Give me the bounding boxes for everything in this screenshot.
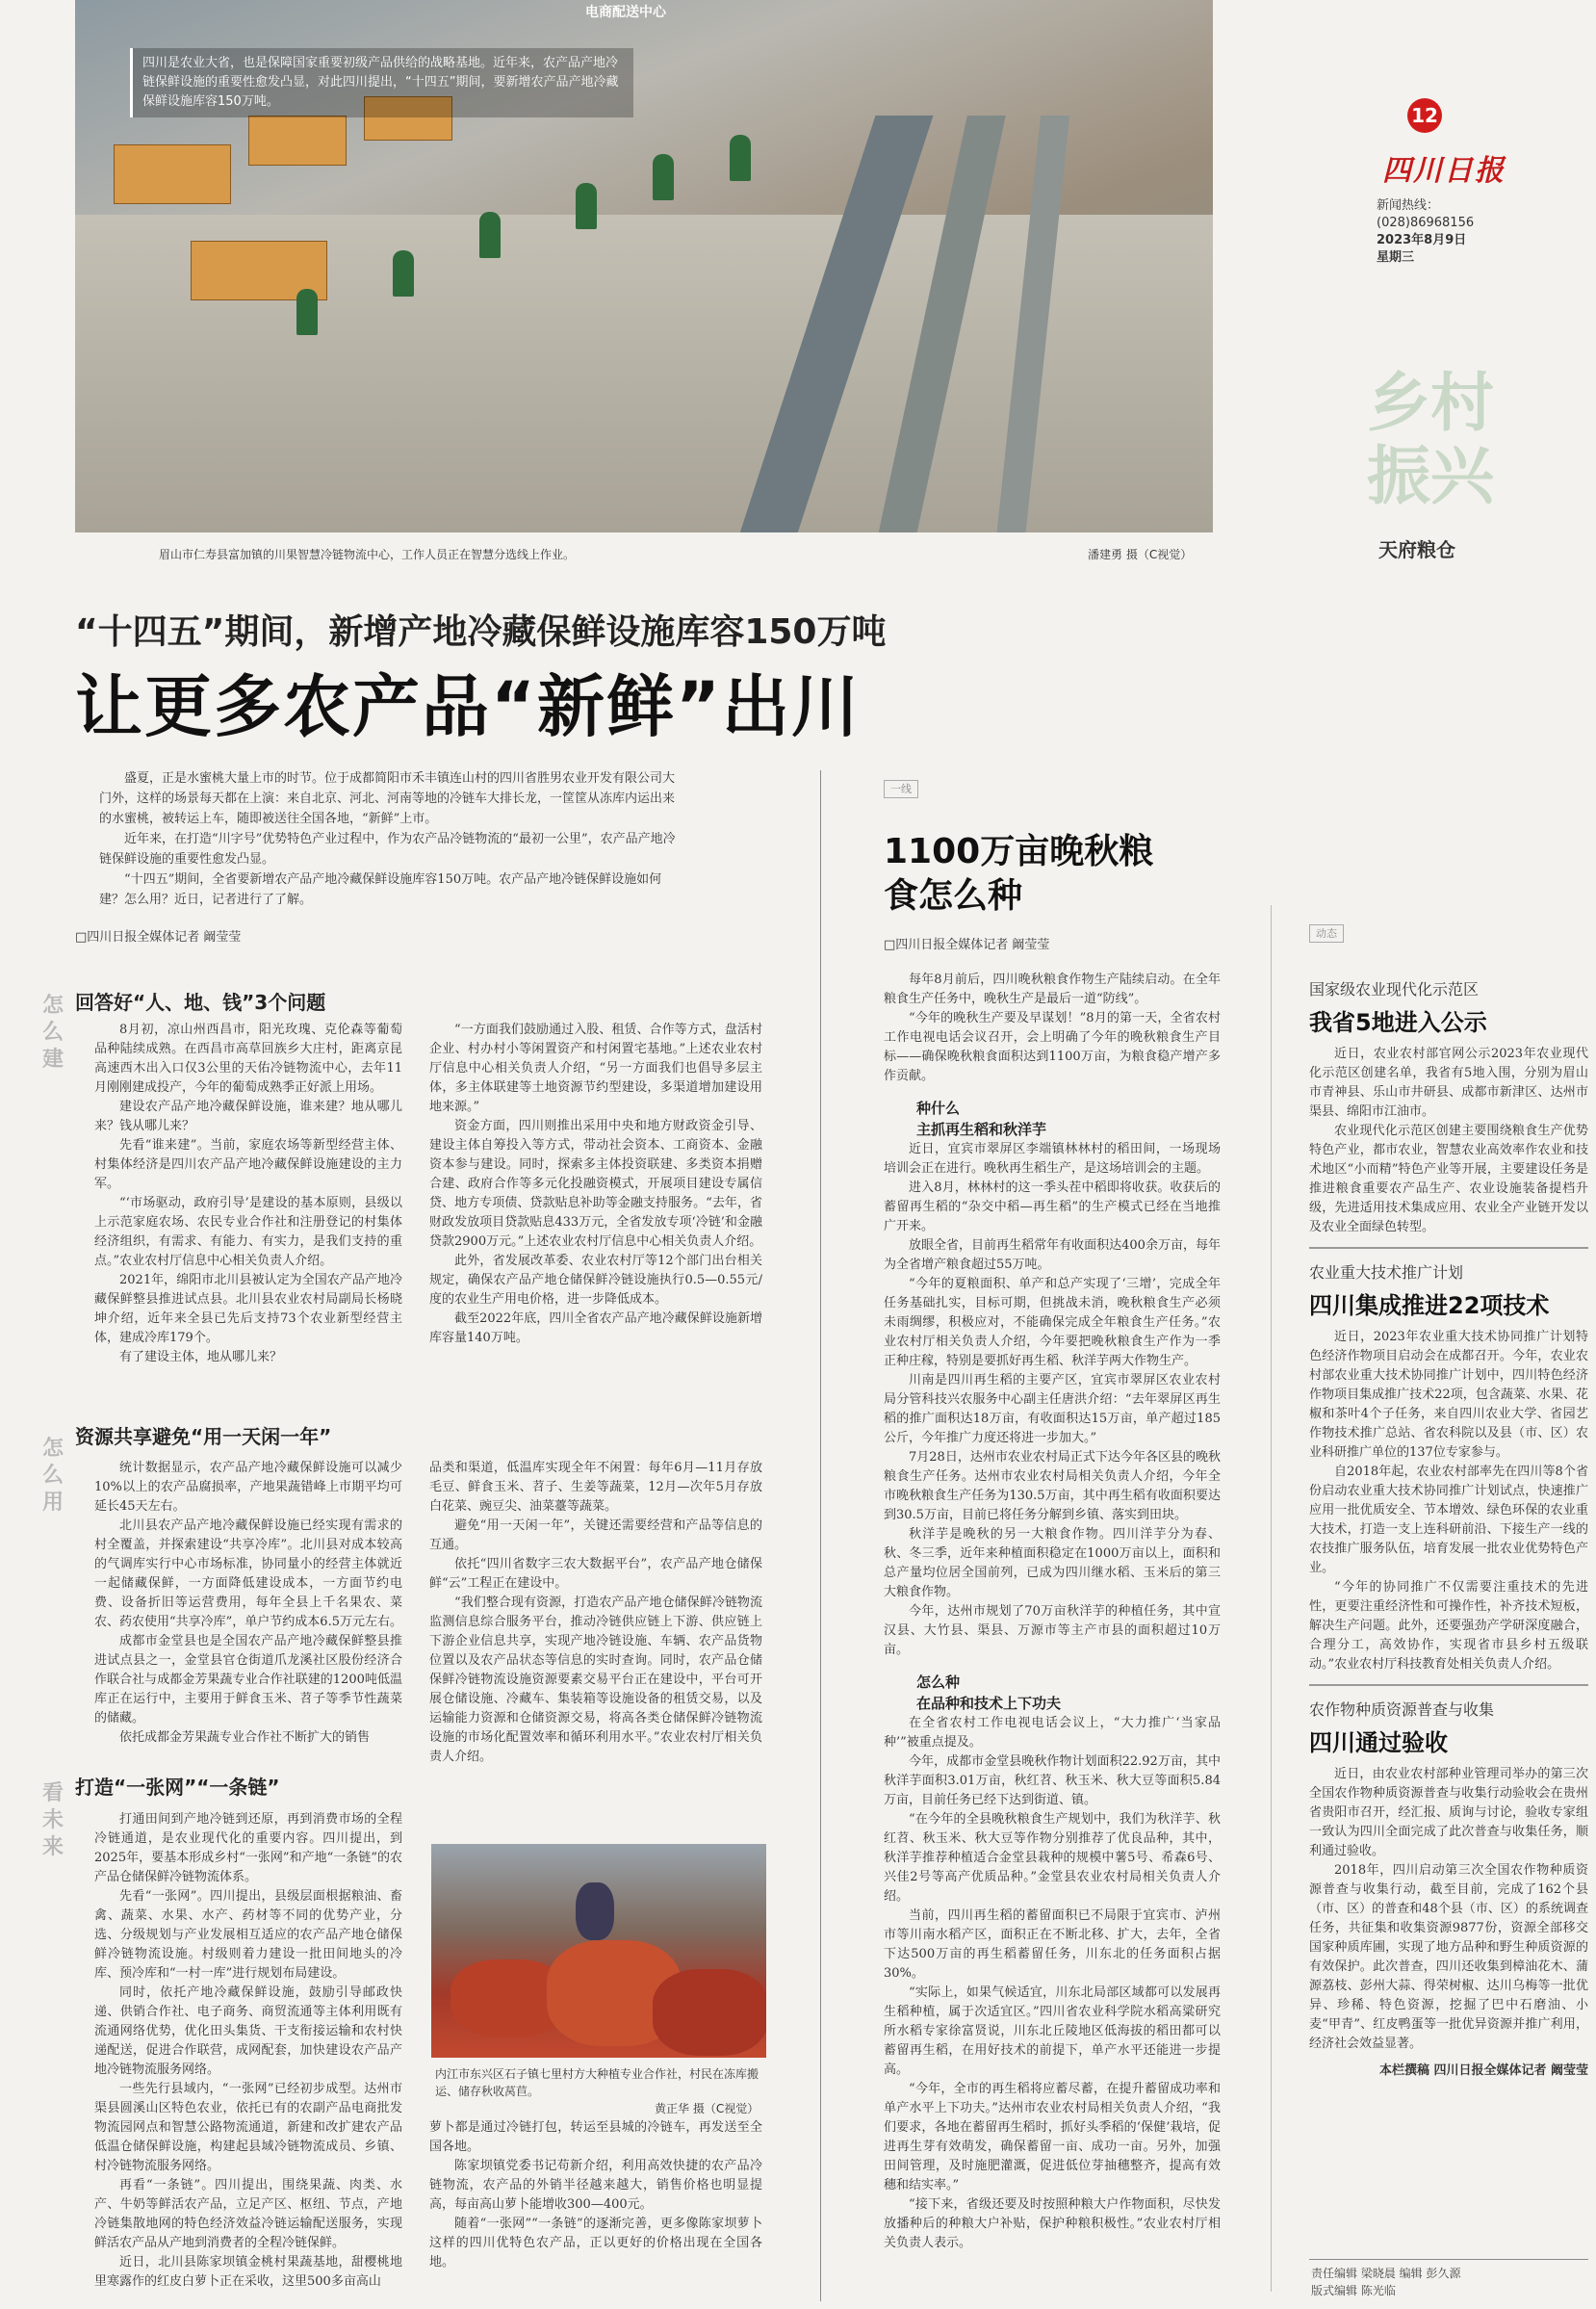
paragraph: 品类和渠道，低温库实现全年不闲置：每年6月—11月存放毛豆、鲜食玉米、苕子、生姜等蔬菜，12月—次年5月存放白花菜、豌豆尖、油菜薹等蔬菜。	[429, 1461, 762, 1514]
paragraph: “接下来，省级还要及时按照种粮大户作物面积，尽快发放播种后的种粮大户补贴，保护种粮积极性。”农业农村厅相关负责人表示。	[884, 2197, 1221, 2250]
paragraph: 2021年，绵阳市北川县被认定为全国农产品产地冷藏保鲜整县推进试点县。北川县农业农村局副局长杨晓坤介绍，近年来全县已先后支持73个农业新型经营主体，建成冷库179个。	[94, 1273, 402, 1345]
paragraph: 随着“一张网”“一条链”的逐渐完善，更多像陈家坝萝卜这样的四川优特色农产品，正以更好的价格出现在全国各地。	[429, 2217, 762, 2270]
paragraph: 打通田间到产地冷链到还原，再到消费市场的全程冷链通道，是农业现代化的重要内容。四川提出，到2025年，要基本形成乡村“一张网”和产地“一条链”的农产品仓储保鲜冷链物流体系。	[94, 1812, 402, 1884]
paragraph: 先看“谁来建”。当前，家庭农场等新型经营主体、村集体经济是四川农产品产地冷藏保鲜设施建设的主力军。	[94, 1138, 402, 1191]
brief-kicker: 国家级农业现代化示范区	[1309, 980, 1480, 999]
article-byline: □四川日报全媒体记者 阚莹莹	[75, 930, 242, 945]
paragraph: 有了建设主体，地从哪儿来？	[119, 1350, 283, 1364]
photo-credit: 黄正华 摄（C视觉）	[655, 2102, 759, 2115]
paragraph: 建设农产品产地冷藏保鲜设施，谁来建？地从哪儿来？钱从哪儿来？	[94, 1100, 402, 1133]
middle-title: 1100万亩晚秋粮食怎么种	[884, 832, 1154, 916]
brief-kicker: 农业重大技术推广计划	[1309, 1263, 1464, 1282]
paragraph: 北川县农产品产地冷藏保鲜设施已经实现有需求的村全覆盖，并探索建设“共享冷库”。北川县对成本较高的气调库实行中心市场标准，协同量小的经营主体就近一起储藏保鲜，一方面降低建设成本，一方面节约电费、设备折旧等运营费用，每年全县上千名果农、菜农、药农使用“共享冷库”，单户节约成本6.5万元左右。	[94, 1518, 402, 1629]
section-column	[429, 2118, 762, 2272]
paragraph: 同时，依托产地冷藏保鲜设施，鼓励引导邮政快递、供销合作社、电子商务、商贸流通等主体利用既有流通网络优势，优化田头集货、干支衔接运输和农村快递配送，促进合作联营，成网配套，加快建设农产品产地冷链物流服务网络。	[94, 1985, 402, 2077]
middle-byline: □四川日报全媒体记者 阚莹莹	[884, 938, 1050, 952]
subsection-title: 种什么	[916, 1100, 961, 1117]
paragraph: 依托“四川省数字三农大数据平台”，农产品产地仓储保鲜“云”工程正在建设中。	[429, 1557, 762, 1591]
tag-label: 动态	[1309, 924, 1344, 943]
photo-caption: 内江市东兴区石子镇七里村方大种植专业合作社，村民在冻库搬运、储存秋收莴苣。	[435, 2067, 759, 2098]
section-column	[429, 1459, 762, 1767]
paragraph: 进入8月，林林村的这一季头茬中稻即将收获。收获后的蓄留再生稻的“杂交中稻—再生稻”的生产模式已经在当地推广开来。	[884, 1180, 1221, 1233]
lead-paragraph: “十四五”期间，全省要新增农产品产地冷藏保鲜设施库容150万吨。农产品产地冷链保鲜设施如何建？怎么用？近日，记者进行了了解。	[99, 872, 662, 907]
brief-kicker: 农作物种质资源普查与收集	[1309, 1700, 1495, 1719]
photo-credit: 潘建勇 摄（C视觉）	[1088, 548, 1193, 561]
paragraph: 先看“一张网”。四川提出，县级层面根据粮油、畜禽、蔬菜、水果、水产、药材等不同的优势产业，分选、分级规划与产业发展相互适应的农产品产地仓储保鲜冷链物流设施。村级则着力建设一批田间地头的冷库、预冷库和“一村一库”进行规划布局建设。	[94, 1889, 402, 1981]
article-headline: 让更多农产品“新鲜”出川	[75, 667, 862, 746]
paragraph: “今年，全市的再生稻将应蓄尽蓄，在提升蓄留成功率和单产水平上下功夫。”达州市农业农村局相关负责人介绍，“我们要求，各地在蓄留再生稻时，抓好头季稻的‘保健’栽培，促进再生芽有效萌发，确保蓄留一亩、成功一亩。另外，加强田间管理，及时施肥灌溉，促进低位芽抽穗整齐，提高有效穗和结实率。”	[884, 2082, 1221, 2192]
paragraph: “实际上，如果气候适宜，川东北局部区域都可以发展再生稻种植，属于次适宜区。”四川省农业科学院水稻高粱研究所水稻专家徐富贤说，川东北丘陵地区低海拔的稻田都可以蓄留再生稻，在用好技术的前提下，单产水平还能进一步提高。	[884, 1985, 1221, 2077]
issue-weekday: 星期三	[1377, 250, 1415, 265]
lead-paragraph: 近年来，在打造“川字号”优势特色产业过程中，作为农产品冷链物流的“最初一公里”，农产品产地冷链保鲜设施的重要性愈发凸显。	[99, 832, 676, 867]
column-divider	[1271, 905, 1272, 2292]
photo-caption: 眉山市仁寿县富加镇的川果智慧冷链物流中心，工作人员正在智慧分选线上作业。	[159, 548, 576, 561]
section-column	[94, 1459, 402, 1748]
brief-sign: 本栏撰稿 四川日报全媒体记者 阚莹莹	[1378, 2063, 1588, 2078]
paragraph: “我们整合现有资源，打造农产品产地仓储保鲜冷链物流监测信息综合服务平台，推动冷链供应链上下游、供应链上下游企业信息共享，实现产地冷链设施、车辆、农产品货物位置以及农产品状态等信息的实时查询。同时，农产品仓储保鲜冷链物流设施资源要素交易平台正在建设中，平台可开展仓储设施、冷藏车、集装箱等设施设备的租赁交易，以及运输能力资源和仓储资源交易，将高各类仓储保鲜冷链物流设施的市场化配置效率和循环利用水平。”农业农村厅相关负责人介绍。	[429, 1596, 762, 1764]
paragraph: 近日，2023年农业重大技术协同推广计划特色经济作物项目启动会在成都召开。今年，农业农村部农业重大技术协同推广计划中，四川特色经济作物项目集成推广技术22项，包含蔬菜、水果、花椒和茶叶4个子任务，来自四川农业大学、省园艺作物技术推广总站、省农科院以及县（市、区）农业科研推广单位的137位专家参与。	[1309, 1330, 1588, 1460]
section-mark: 怎么建	[42, 993, 64, 1072]
paragraph: 萝卜都是通过冷链打包，转运至县城的冷链车，再发送至全国各地。	[429, 2120, 762, 2154]
column-divider	[820, 770, 821, 2301]
section-column	[429, 1021, 762, 1348]
paragraph: 今年，达州市规划了70万亩秋洋芋的种植任务，其中宣汉县、大竹县、渠县、万源市等主产市县的面积超过10万亩。	[884, 1604, 1221, 1657]
paragraph: “一方面我们鼓励通过入股、租赁、合作等方式，盘活村企业、村办村小等闲置资产和村闲置宅基地。”上述农业农村厅信息中心相关负责人介绍，“另一方面我们也倡导多层主体，多主体联建等土地资源节约型建设，多渠道增加建设用地来源。”	[429, 1023, 762, 1114]
paragraph: 陈家坝镇党委书记苟新介绍，利用高效快捷的农产品冷链物流，农产品的外销半径越来越大，销售价格也明显提高，每亩高山萝卜能增收300—400元。	[429, 2159, 762, 2212]
issue-date: 2023年8月9日	[1377, 233, 1467, 247]
footer-divider	[1309, 2259, 1588, 2260]
paragraph: 近日，由农业农村部种业管理司举办的第三次全国农作物种质资源普查与收集行动验收会在贵州省贵阳市召开，经汇报、质询与讨论，验收专家组一致认为四川全面完成了此次普查与收集任务，顺利通过验收。	[1309, 1767, 1588, 1858]
brief-divider	[1309, 1684, 1588, 1686]
section-title: 资源共享避免“用一天闲一年”	[75, 1425, 332, 1448]
section-title: 乡村振兴	[1367, 365, 1494, 513]
paragraph: 在全省农村工作电视电话会议上，“大力推广‘当家品种’”被重点提及。	[884, 1716, 1221, 1750]
tag-label: 一线	[884, 780, 918, 798]
editor-line: 责任编辑 梁晓晨 编辑 彭久源	[1311, 2267, 1461, 2280]
paragraph: “‘市场驱动，政府引导’是建设的基本原则，县级以上示范家庭农场、农民专业合作社和注册登记的村集体经济组织，有需求、有能力、有实力，是我们支持的重点。”农业农村厅信息中心相关负责人介绍。	[94, 1196, 402, 1268]
paragraph: 近日，宜宾市翠屏区李端镇林林村的稻田间，一场现场培训会正在进行。晚秋再生稻生产，是这场培训会的主题。	[884, 1142, 1221, 1176]
subsection-subtitle: 主抓再生稻和秋洋芋	[916, 1121, 1047, 1138]
paragraph: 今年，成都市金堂县晚秋作物计划面积22.92万亩，其中秋洋芋面积3.01万亩，秋红苕、秋玉米、秋大豆等面积5.84万亩，目前任务已经下达到街道、镇。	[884, 1754, 1221, 1807]
section-title: 打造“一张网”“一条链”	[75, 1776, 280, 1799]
brief-title: 我省5地进入公示	[1309, 1009, 1487, 1036]
paragraph: 农业现代化示范区创建主要围绕粮食生产优势特色产业，都市农业，智慧农业高效率作农业和技术地区“小而精”特色产业等开展，主要建设任务是推进粮食重要农产品生产、农业设施装备提档升级，先进适用技术集成应用、农业全产业链开发以及农业全面绿色转型。	[1309, 1124, 1588, 1234]
paragraph: 自2018年起，农业农村部率先在四川等8个省份启动农业重大技术协同推广计划试点，快速推广应用一批优质安全、节本增效、绿色环保的农业重大技术，打造一支上连科研前沿、下接生产一线的农技推广服务队伍，培育发展一批农业优势特色产业。	[1309, 1465, 1588, 1575]
paragraph: 川南是四川再生稻的主要产区，宜宾市翠屏区农业农村局分管科技兴农服务中心副主任唐洪介绍：“去年翠屏区再生稻的推广面积达18万亩，有收面积达15万亩，单产超过185公斤，今年推广力度还将进一步加大。”	[884, 1373, 1221, 1445]
paragraph: “在今年的全县晚秋粮食生产规划中，我们为秋洋芋、秋红苕、秋玉米、秋大豆等作物分别推荐了优良品种，其中，秋洋芋推荐种植适合金堂县栽种的规模中薯5号、希森6号、兴佳2号等高产优质品种。”金堂县农业农村局相关负责人介绍。	[884, 1812, 1221, 1904]
paragraph: “今年的协同推广不仅需要注重技术的先进性，更要注重经济性和可操作性，补齐技术短板，解决生产问题。此外，还要强劲产学研深度融合，合理分工，高效协作，实现省市县乡村五级联动。”农业农村厅科技教育处相关负责人介绍。	[1309, 1580, 1588, 1672]
editor-line: 版式编辑 陈光临	[1311, 2284, 1396, 2297]
paragraph: “今年的夏粮面积、单产和总产实现了‘三增’，完成全年任务基础扎实，目标可期，但挑战未消，晚秋粮食生产必须未雨绸缪，积极应对，不能确保完成全年粮食生产任务。”农业农村厅相关负责人介绍，今年要把晚秋粮食生产作为一季正种庄稼，特别是要抓好再生稻、秋洋芋两大作物生产。	[884, 1277, 1221, 1368]
article-lead	[99, 768, 682, 910]
paragraph: “今年的晚秋生产要及早谋划！”8月的第一天，全省农村工作电视电话会议召开，会上明确了今年的晚秋粮食生产目标——确保晚秋粮食面积达到1100万亩，为粮食稳产增产多作贡献。	[884, 1011, 1221, 1083]
article-subhead: “十四五”期间，新增产地冷藏保鲜设施库容150万吨	[75, 612, 887, 652]
paragraph: 放眼全省，目前再生稻常年有收面积达400余万亩，每年为全省增产粮食超过55万吨。	[884, 1238, 1221, 1272]
paragraph: 截至2022年底，四川全省农产品产地冷藏保鲜设施新增库容量140万吨。	[429, 1311, 762, 1345]
paragraph: 近日，农业农村部官网公示2023年农业现代化示范区创建名单，我省有5地入围，分别为眉山市青神县、乐山市井研县、成都市新津区、达州市渠县、绵阳市江油市。	[1309, 1047, 1588, 1119]
middle-column	[884, 971, 1221, 2253]
brief-title: 四川集成推进22项技术	[1309, 1292, 1550, 1319]
middle-tag	[884, 778, 918, 796]
paragraph: 成都市金堂县也是全国农产品产地冷藏保鲜整县推进试点县之一，金堂县官仓街道爪龙溪社区股份经济合作联合社与成都金芳果蔬专业合作社联建的1200吨低温库正在运行中，主要用于鲜食玉米、苕子等季节性蔬菜的储藏。	[94, 1634, 402, 1725]
subsection-title: 怎么种	[916, 1673, 961, 1691]
lead-paragraph: 盛夏，正是水蜜桃大量上市的时节。位于成都简阳市禾丰镇连山村的四川省胜男农业开发有限公司大门外，这样的场景每天都在上演：来自北京、河北、河南等地的冷链车大排长龙，一筐筐从冻库内运出来的水蜜桃，被转运上车，随即被送往全国各地，“新鲜”上市。	[99, 771, 676, 826]
paragraph: 近日，北川县陈家坝镇金桃村果蔬基地，甜樱桃地里寒露作的红皮白萝卜正在采收，这里500多亩高山	[94, 2255, 402, 2289]
section-mark: 看未来	[42, 1780, 64, 1859]
paragraph: 统计数据显示，农产品产地冷藏保鲜设施可以减少10%以上的农产品腐损率，产地果蔬错峰上市期平均可延长45天左右。	[94, 1461, 402, 1514]
section-column	[94, 1810, 402, 2292]
hotline-number: (028)86968156	[1377, 216, 1475, 230]
paragraph: 此外，省发展改革委、农业农村厅等12个部门出台相关规定，确保农产品产地仓储保鲜冷链设施执行0.5—0.55元/度的农业生产用电价格，进一步降低成本。	[429, 1254, 762, 1307]
paragraph: 2018年，四川启动第三次全国农作物种质资源普查与收集行动，截至目前，完成了162个县（市、区）的普查和48个县（市、区）的系统调查任务，共征集和收集资源9877份，资源全部移交国家种质库圃，实现了地方品种和野生种质资源的有效保护。此次普查，四川还收集到樟油花木、蒲源荔枝、彭州大蒜、得荣树椒、达川乌梅等一批优异、珍稀、特色资源，挖掘了巴中石磨油、小麦“甲青”、红皮鸭蛋等一批优异资源并推广利用，经济社会效益显著。	[1309, 1863, 1588, 2051]
paper-logo: 四川日报	[1382, 154, 1506, 188]
hotline-label: 新闻热线：	[1377, 198, 1440, 213]
paragraph: 再看“一条链”。四川提出，围绕果蔬、肉类、水产、牛奶等鲜活农产品，立足产区、枢纽、节点，产地冷链集散地网的特色经济效益冷链运输配送服务，实现鲜活农产品从产地到消费者的全程冷链保鲜。	[94, 2178, 402, 2250]
brief-title: 四川通过验收	[1309, 1729, 1448, 1756]
paragraph: 每年8月前后，四川晚秋粮食作物生产陆续启动。在全年粮食生产任务中，晚秋生产是最后一道“防线”。	[884, 973, 1221, 1006]
paragraph: 一些先行县域内，“一张网”已经初步成型。达州市渠县圆溪山区特色农业，依托已有的农副产品电商批发物流园网点和智慧公路物流通道，新建和改扩建农产品低温仓储保鲜设施，构建起县域冷链物流成员、乡镇、村冷链物流服务网络。	[94, 2082, 402, 2173]
paragraph: 资金方面，四川则推出采用中央和地方财政资金引导、建设主体自筹投入等方式，带动社会资本、工商资本、金融资本参与建设。同时，探索多主体投资联建、多类资本捐赠合建、政府合作等多元化投融资模式，开展项目建设专属信贷、地方专项债、贷款贴息补助等金融支持服务。“去年，省财政发放项目贷款贴息433万元，全省发放专项‘冷链’和金融贷款2900万元。”上述农业农村厅信息中心相关负责人介绍。	[429, 1119, 762, 1249]
paragraph: 避免“用一天闲一年”，关键还需要经营和产品等信息的互通。	[429, 1518, 762, 1552]
warehouse-sign: 电商配送中心	[585, 5, 666, 20]
paragraph: 秋洋芋是晚秋的另一大粮食作物。四川洋芋分为春、秋、冬三季，近年来种植面积稳定在1000万亩以上，面积和总产量均位居全国前列，已成为四川继水稻、玉米后的第三大粮食作物。	[884, 1527, 1221, 1599]
cold-storage-photo	[431, 1844, 766, 2058]
right-tag	[1309, 922, 1344, 941]
page-number: 12	[1407, 98, 1442, 133]
paragraph: 8月初，凉山州西昌市，阳光玫瑰、克伦森等葡萄品种陆续成熟。在西昌市高草回族乡大庄村，距离京昆高速西木出入口仅3公里的天佑冷链物流中心，去年11月刚刚建成投产，今年的葡萄成熟季正好派上用场。	[94, 1023, 402, 1095]
section-mark: 怎么用	[42, 1436, 64, 1515]
section-subtitle: 天府粮仓	[1378, 538, 1455, 561]
section-title: 回答好“人、地、钱”3个问题	[75, 991, 326, 1014]
paragraph: 当前，四川再生稻的蓄留面积已不局限于宜宾市、泸州市等川南水稻产区，面积正在不断北移、扩大，去年，全省下达500万亩的再生稻蓄留任务，川东北的任务面积占据30%。	[884, 1908, 1221, 1981]
brief-divider	[1309, 1247, 1588, 1249]
photo-intro: 四川是农业大省，也是保障国家重要初级产品供给的战略基地。近年来，农产品产地冷链保鲜设施的重要性愈发凸显，对此四川提出，“十四五”期间，要新增农产品产地冷藏保鲜设施库容150万吨。	[130, 48, 633, 117]
section-column	[94, 1021, 402, 1367]
paragraph: 7月28日，达州市农业农村局正式下达今年各区县的晚秋粮食生产任务。达州市农业农村局相关负责人介绍，今年全市晚秋粮食生产任务为130.5万亩，其中再生稻有收面积要达到30.5万亩，目前已将任务分解到乡镇、落实到田块。	[884, 1450, 1221, 1522]
news-brief	[1309, 977, 1588, 2081]
paragraph: 依托成都金芳果蔬专业合作社不断扩大的销售	[119, 1730, 371, 1745]
masthead-info	[1377, 197, 1474, 267]
editor-credits	[1311, 2265, 1460, 2299]
subsection-subtitle: 在品种和技术上下功夫	[916, 1695, 1062, 1712]
